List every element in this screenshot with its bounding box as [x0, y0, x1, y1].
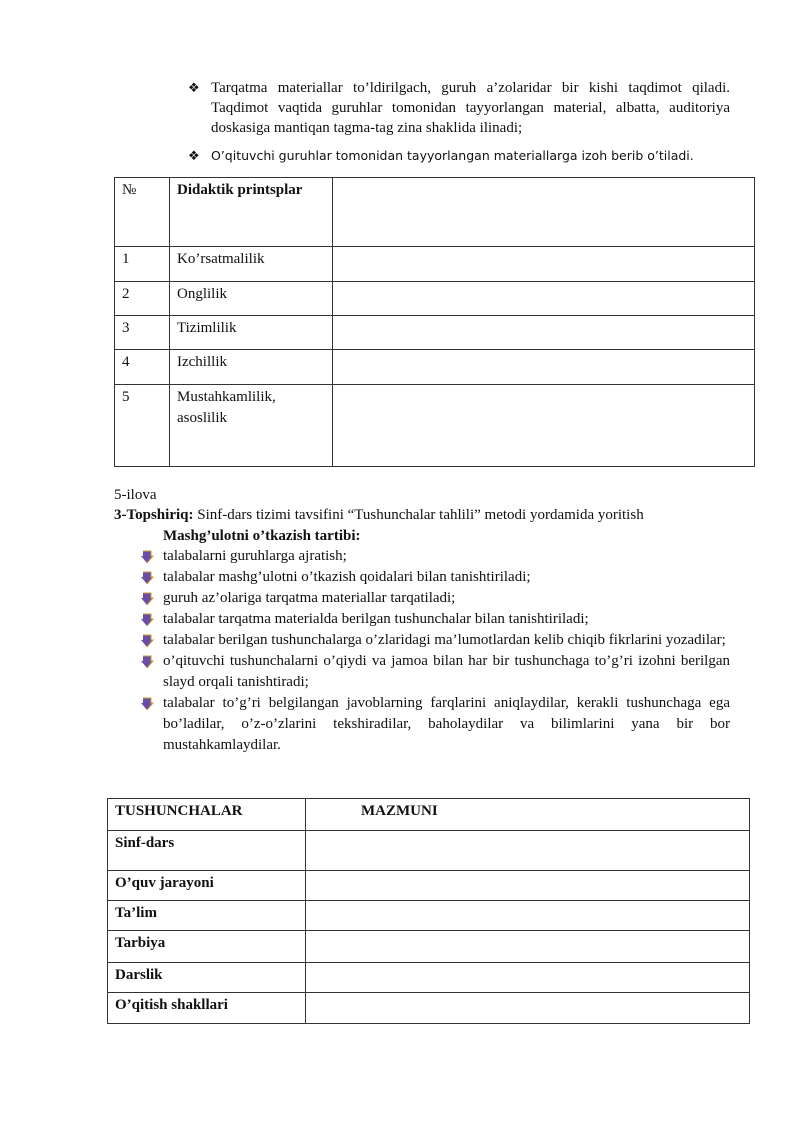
concept-cell: O’quv jarayoni [108, 871, 306, 901]
table-header-row [108, 799, 750, 831]
concept-cell: Darslik [108, 963, 306, 993]
content-cell[interactable] [306, 993, 750, 1024]
concept-cell: Sinf-dars [108, 831, 306, 871]
concept-cell: O’qitish shakllari [108, 993, 306, 1024]
row-empty-cell[interactable] [333, 247, 755, 282]
arrow-bullet-icon [140, 550, 154, 564]
table-row [115, 385, 755, 467]
concept-cell: Ta’lim [108, 901, 306, 931]
list-item-text: talabalarni guruhlarga ajratish; [163, 548, 347, 564]
row-name-cell: Mustahkamlilik, asoslilik [170, 385, 333, 467]
content-cell[interactable] [306, 963, 750, 993]
table-row [108, 931, 750, 963]
concept-cell: Tarbiya [108, 931, 306, 963]
row-number-cell: 4 [115, 350, 170, 385]
intro-bullet-list-2 [188, 146, 730, 166]
row-empty-cell[interactable] [333, 385, 755, 467]
row-number-cell: 5 [115, 385, 170, 467]
list-item [140, 567, 730, 588]
row-number-cell: 1 [115, 247, 170, 282]
list-item [140, 588, 730, 609]
intro-bullet-list [188, 78, 730, 138]
row-empty-cell[interactable] [333, 316, 755, 350]
row-number-cell: 2 [115, 282, 170, 316]
arrow-bullet-icon [140, 592, 154, 606]
list-item-text: o’qituvchi tushunchalarni o’qiydi va jamoa bilan har bir tushunchaga to’g’ri izohni berilgan slayd orqali tanishtiradi; [163, 653, 730, 690]
procedure-list [140, 546, 730, 756]
header-title-cell: Didaktik printsplar [170, 178, 333, 247]
arrow-bullet-icon [140, 571, 154, 585]
content-cell[interactable] [306, 831, 750, 871]
table-row [108, 871, 750, 901]
header-empty-cell [333, 178, 755, 247]
row-name-cell: Tizimlilik [170, 316, 333, 350]
arrow-bullet-icon [140, 697, 154, 711]
row-name-cell: Izchillik [170, 350, 333, 385]
list-item [140, 693, 730, 756]
table-row [108, 901, 750, 931]
table-row [108, 993, 750, 1024]
list-item [140, 546, 730, 567]
content-cell[interactable] [306, 901, 750, 931]
list-item [140, 651, 730, 693]
row-empty-cell[interactable] [333, 282, 755, 316]
arrow-bullet-icon [140, 613, 154, 627]
intro-bullet-text: Tarqatma materiallar to’ldirilgach, guruh a’zolaridar bir kishi taqdimot qiladi. Taqdimot vaqtida guruhlar tomonidan tayyorlangan material, albatta, auditoriya doskasiga mantiqan tagma-tag zina shaklida ilinadi; [211, 80, 730, 136]
header-content-cell: MAZMUNI [306, 799, 750, 831]
list-item-text: talabalar berilgan tushunchalarga o’zlaridagi ma’lumotlardan kelib chiqib fikrlarini yozadilar; [163, 632, 726, 648]
content-cell[interactable] [306, 871, 750, 901]
list-item-text: talabalar tarqatma materialda berilgan tushunchalar bilan tanishtiriladi; [163, 611, 589, 627]
list-item-text: talabalar to’g’ri belgilangan javoblarning farqlarini aniqlaydilar, kerakli tushunchaga ega bo’ladilar, o’z-o’zlarini tekshiradilar, baholaydilar va bilimlarini yana bir bor mustahkamlaydilar. [163, 695, 730, 753]
row-empty-cell[interactable] [333, 350, 755, 385]
list-item-text: guruh az’olariga tarqatma materiallar tarqatiladi; [163, 590, 456, 606]
table-header-row [115, 178, 755, 247]
table-row [115, 350, 755, 385]
diamond-bullet-icon: ❖ [188, 80, 200, 95]
table-row [115, 282, 755, 316]
list-item [140, 630, 730, 651]
row-name-cell: Onglilik [170, 282, 333, 316]
procedure-title: Mashg’ulotni o’tkazish tartibi: [163, 528, 361, 544]
table-row [108, 831, 750, 871]
intro-bullet-text: O’qituvchi guruhlar tomonidan tayyorlangan materiallarga izoh berib o’tiladi. [211, 148, 694, 163]
header-concepts-cell: TUSHUNCHALAR [108, 799, 306, 831]
row-name-cell: Ko’rsatmalilik [170, 247, 333, 282]
arrow-bullet-icon [140, 655, 154, 669]
task-label: 3-Topshiriq: [114, 507, 194, 523]
list-item-text: talabalar mashg’ulotni o’tkazish qoidalari bilan tanishtiriladi; [163, 569, 531, 585]
concepts-table [107, 798, 750, 1024]
table-row [115, 316, 755, 350]
task-text: Sinf-dars tizimi tavsifini “Tushunchalar tahlili” metodi yordamida yoritish [193, 507, 644, 523]
diamond-bullet-icon: ❖ [188, 148, 200, 163]
list-item [140, 609, 730, 630]
table-row [115, 247, 755, 282]
intro-bullet [188, 78, 730, 138]
appendix-label: 5-ilova [114, 487, 157, 503]
row-number-cell: 3 [115, 316, 170, 350]
arrow-bullet-icon [140, 634, 154, 648]
task-line [114, 505, 644, 525]
header-number-cell: № [115, 178, 170, 247]
content-cell[interactable] [306, 931, 750, 963]
didactic-principles-table [114, 177, 755, 467]
intro-bullet [188, 146, 730, 166]
table-row [108, 963, 750, 993]
